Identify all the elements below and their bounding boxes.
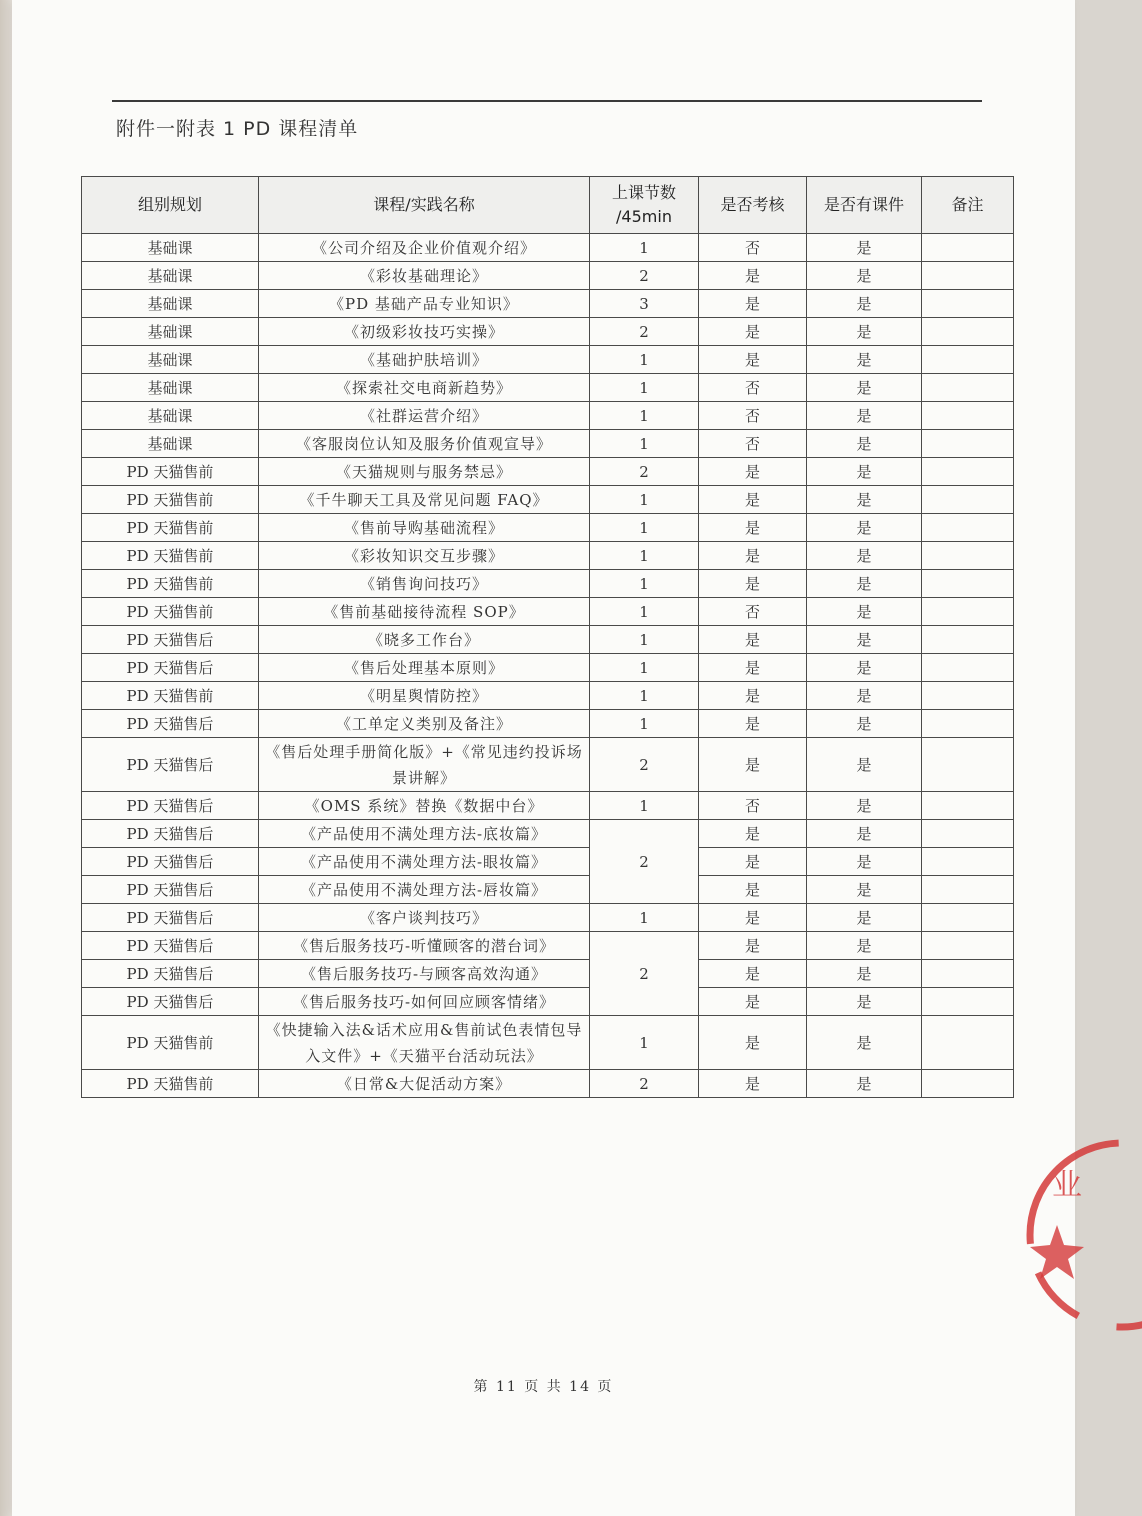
cell-assessed: 是 bbox=[699, 682, 807, 710]
table-row bbox=[82, 402, 1014, 430]
cell-courseware: 是 bbox=[807, 430, 922, 458]
cell-group: PD 天猫售后 bbox=[82, 960, 259, 988]
cell-note bbox=[922, 960, 1014, 988]
cell-sessions: 2 bbox=[590, 1070, 699, 1098]
cell-sessions: 2 bbox=[590, 738, 699, 792]
table-body bbox=[82, 234, 1014, 1098]
cell-courseware: 是 bbox=[807, 820, 922, 848]
cell-sessions: 1 bbox=[590, 654, 699, 682]
cell-assessed: 是 bbox=[699, 876, 807, 904]
cell-sessions: 1 bbox=[590, 626, 699, 654]
cell-assessed: 是 bbox=[699, 988, 807, 1016]
cell-assessed: 是 bbox=[699, 932, 807, 960]
cell-group: PD 天猫售后 bbox=[82, 988, 259, 1016]
cell-note bbox=[922, 654, 1014, 682]
cell-sessions: 1 bbox=[590, 374, 699, 402]
cell-assessed: 否 bbox=[699, 430, 807, 458]
cell-course-name: 《天猫规则与服务禁忌》 bbox=[259, 458, 590, 486]
header-sessions-line1: 上课节数 bbox=[611, 183, 676, 202]
cell-courseware: 是 bbox=[807, 458, 922, 486]
cell-group: 基础课 bbox=[82, 374, 259, 402]
header-rule bbox=[112, 100, 982, 102]
cell-courseware: 是 bbox=[807, 876, 922, 904]
cell-assessed: 否 bbox=[699, 402, 807, 430]
cell-sessions: 1 bbox=[590, 904, 699, 932]
cell-note bbox=[922, 346, 1014, 374]
cell-note bbox=[922, 848, 1014, 876]
cell-group: PD 天猫售后 bbox=[82, 710, 259, 738]
table-row bbox=[82, 262, 1014, 290]
cell-sessions: 1 bbox=[590, 234, 699, 262]
cell-sessions: 3 bbox=[590, 290, 699, 318]
cell-note bbox=[922, 682, 1014, 710]
cell-assessed: 否 bbox=[699, 374, 807, 402]
cell-assessed: 是 bbox=[699, 570, 807, 598]
cell-group: 基础课 bbox=[82, 290, 259, 318]
page-edge bbox=[0, 0, 12, 1516]
cell-group: PD 天猫售前 bbox=[82, 514, 259, 542]
cell-course-name: 《彩妆知识交互步骤》 bbox=[259, 542, 590, 570]
cell-assessed: 是 bbox=[699, 318, 807, 346]
cell-note bbox=[922, 374, 1014, 402]
cell-note bbox=[922, 792, 1014, 820]
header-sessions bbox=[590, 177, 699, 234]
table-row bbox=[82, 290, 1014, 318]
cell-sessions: 1 bbox=[590, 402, 699, 430]
cell-sessions: 2 bbox=[590, 932, 699, 1016]
table-row bbox=[82, 876, 1014, 904]
cell-group: PD 天猫售后 bbox=[82, 904, 259, 932]
cell-note bbox=[922, 626, 1014, 654]
cell-courseware: 是 bbox=[807, 738, 922, 792]
cell-note bbox=[922, 1070, 1014, 1098]
table-row bbox=[82, 430, 1014, 458]
cell-group: PD 天猫售前 bbox=[82, 682, 259, 710]
document-page bbox=[12, 0, 1082, 1516]
page-footer: 第 11 页 共 14 页 bbox=[473, 1379, 614, 1395]
cell-group: PD 天猫售后 bbox=[82, 848, 259, 876]
cell-assessed: 是 bbox=[699, 486, 807, 514]
table-row bbox=[82, 374, 1014, 402]
cell-group: PD 天猫售前 bbox=[82, 458, 259, 486]
cell-group: PD 天猫售后 bbox=[82, 738, 259, 792]
table-row bbox=[82, 988, 1014, 1016]
cell-assessed: 否 bbox=[699, 792, 807, 820]
cell-course-name: 《晓多工作台》 bbox=[259, 626, 590, 654]
cell-courseware: 是 bbox=[807, 374, 922, 402]
cell-courseware: 是 bbox=[807, 710, 922, 738]
table-row bbox=[82, 820, 1014, 848]
cell-assessed: 是 bbox=[699, 1016, 807, 1070]
cell-sessions: 1 bbox=[590, 570, 699, 598]
cell-sessions: 1 bbox=[590, 598, 699, 626]
cell-assessed: 是 bbox=[699, 458, 807, 486]
cell-course-name: 《工单定义类别及备注》 bbox=[259, 710, 590, 738]
cell-courseware: 是 bbox=[807, 932, 922, 960]
table-row bbox=[82, 932, 1014, 960]
header-group: 组别规划 bbox=[82, 177, 259, 234]
table-row bbox=[82, 738, 1014, 792]
cell-group: PD 天猫售前 bbox=[82, 542, 259, 570]
cell-assessed: 是 bbox=[699, 346, 807, 374]
cell-courseware: 是 bbox=[807, 262, 922, 290]
cell-courseware: 是 bbox=[807, 682, 922, 710]
header-note: 备注 bbox=[922, 177, 1014, 234]
seal-character: 业 bbox=[1052, 1168, 1082, 1203]
cell-courseware: 是 bbox=[807, 514, 922, 542]
cell-courseware: 是 bbox=[807, 318, 922, 346]
cell-note bbox=[922, 458, 1014, 486]
table-row bbox=[82, 710, 1014, 738]
cell-course-name: 《客服岗位认知及服务价值观宣导》 bbox=[259, 430, 590, 458]
cell-course-name: 《客户谈判技巧》 bbox=[259, 904, 590, 932]
table-row bbox=[82, 514, 1014, 542]
cell-sessions: 2 bbox=[590, 458, 699, 486]
cell-group: 基础课 bbox=[82, 262, 259, 290]
cell-course-name: 《彩妆基础理论》 bbox=[259, 262, 590, 290]
cell-course-name: 《OMS 系统》替换《数据中台》 bbox=[259, 792, 590, 820]
cell-course-name: 《售后处理手册简化版》+《常见违约投诉场景讲解》 bbox=[259, 738, 590, 792]
table-row bbox=[82, 1016, 1014, 1070]
cell-course-name: 《销售询问技巧》 bbox=[259, 570, 590, 598]
cell-note bbox=[922, 876, 1014, 904]
cell-note bbox=[922, 318, 1014, 346]
cell-group: PD 天猫售前 bbox=[82, 1016, 259, 1070]
cell-courseware: 是 bbox=[807, 290, 922, 318]
table-row bbox=[82, 458, 1014, 486]
cell-courseware: 是 bbox=[807, 486, 922, 514]
table-row bbox=[82, 318, 1014, 346]
cell-courseware: 是 bbox=[807, 904, 922, 932]
cell-note bbox=[922, 290, 1014, 318]
cell-sessions: 1 bbox=[590, 346, 699, 374]
header-courseware: 是否有课件 bbox=[807, 177, 922, 234]
cell-courseware: 是 bbox=[807, 626, 922, 654]
cell-assessed: 是 bbox=[699, 904, 807, 932]
table-row bbox=[82, 598, 1014, 626]
cell-note bbox=[922, 402, 1014, 430]
cell-group: PD 天猫售后 bbox=[82, 626, 259, 654]
course-table bbox=[81, 176, 1014, 1098]
cell-note bbox=[922, 988, 1014, 1016]
header-assessed: 是否考核 bbox=[699, 177, 807, 234]
header-course-name: 课程/实践名称 bbox=[259, 177, 590, 234]
seal-star bbox=[1030, 1225, 1084, 1279]
cell-course-name: 《基础护肤培训》 bbox=[259, 346, 590, 374]
cell-note bbox=[922, 598, 1014, 626]
table-row bbox=[82, 570, 1014, 598]
cell-sessions: 1 bbox=[590, 682, 699, 710]
cell-sessions: 2 bbox=[590, 820, 699, 904]
cell-assessed: 是 bbox=[699, 960, 807, 988]
cell-note bbox=[922, 932, 1014, 960]
cell-group: PD 天猫售后 bbox=[82, 876, 259, 904]
cell-sessions: 1 bbox=[590, 710, 699, 738]
cell-group: PD 天猫售后 bbox=[82, 654, 259, 682]
cell-course-name: 《售前基础接待流程 SOP》 bbox=[259, 598, 590, 626]
table-row bbox=[82, 960, 1014, 988]
cell-assessed: 否 bbox=[699, 598, 807, 626]
cell-group: PD 天猫售后 bbox=[82, 792, 259, 820]
cell-assessed: 是 bbox=[699, 514, 807, 542]
cell-assessed: 是 bbox=[699, 290, 807, 318]
cell-group: PD 天猫售后 bbox=[82, 932, 259, 960]
cell-course-name: 《日常&大促活动方案》 bbox=[259, 1070, 590, 1098]
cell-assessed: 否 bbox=[699, 234, 807, 262]
cell-group: 基础课 bbox=[82, 346, 259, 374]
cell-course-name: 《产品使用不满处理方法-眼妆篇》 bbox=[259, 848, 590, 876]
cell-note bbox=[922, 486, 1014, 514]
table-row bbox=[82, 626, 1014, 654]
cell-group: 基础课 bbox=[82, 318, 259, 346]
cell-assessed: 是 bbox=[699, 542, 807, 570]
table-row bbox=[82, 234, 1014, 262]
cell-course-name: 《千牛聊天工具及常见问题 FAQ》 bbox=[259, 486, 590, 514]
cell-courseware: 是 bbox=[807, 848, 922, 876]
cell-note bbox=[922, 262, 1014, 290]
table-row bbox=[82, 904, 1014, 932]
cell-course-name: 《产品使用不满处理方法-唇妆篇》 bbox=[259, 876, 590, 904]
cell-courseware: 是 bbox=[807, 346, 922, 374]
cell-assessed: 是 bbox=[699, 654, 807, 682]
cell-course-name: 《产品使用不满处理方法-底妆篇》 bbox=[259, 820, 590, 848]
cell-course-name: 《社群运营介绍》 bbox=[259, 402, 590, 430]
cell-note bbox=[922, 710, 1014, 738]
cell-assessed: 是 bbox=[699, 1070, 807, 1098]
cell-sessions: 1 bbox=[590, 514, 699, 542]
table-row bbox=[82, 682, 1014, 710]
cell-group: PD 天猫售后 bbox=[82, 820, 259, 848]
cell-note bbox=[922, 820, 1014, 848]
cell-group: PD 天猫售前 bbox=[82, 570, 259, 598]
cell-sessions: 1 bbox=[590, 486, 699, 514]
cell-group: PD 天猫售前 bbox=[82, 598, 259, 626]
cell-courseware: 是 bbox=[807, 542, 922, 570]
cell-group: 基础课 bbox=[82, 402, 259, 430]
cell-courseware: 是 bbox=[807, 654, 922, 682]
cell-note bbox=[922, 234, 1014, 262]
cell-course-name: 《PD 基础产品专业知识》 bbox=[259, 290, 590, 318]
cell-sessions: 1 bbox=[590, 430, 699, 458]
cell-note bbox=[922, 904, 1014, 932]
cell-note bbox=[922, 542, 1014, 570]
cell-sessions: 1 bbox=[590, 792, 699, 820]
cell-courseware: 是 bbox=[807, 570, 922, 598]
cell-course-name: 《快捷输入法&话术应用&售前试色表情包导入文件》+《天猫平台活动玩法》 bbox=[259, 1016, 590, 1070]
cell-assessed: 是 bbox=[699, 710, 807, 738]
cell-course-name: 《明星舆情防控》 bbox=[259, 682, 590, 710]
cell-courseware: 是 bbox=[807, 1070, 922, 1098]
table-header-row bbox=[82, 177, 1014, 234]
table-row bbox=[82, 654, 1014, 682]
cell-course-name: 《售后服务技巧-如何回应顾客情绪》 bbox=[259, 988, 590, 1016]
cell-assessed: 是 bbox=[699, 738, 807, 792]
cell-note bbox=[922, 738, 1014, 792]
cell-courseware: 是 bbox=[807, 598, 922, 626]
cell-assessed: 是 bbox=[699, 848, 807, 876]
seal-ring bbox=[1030, 1143, 1142, 1327]
cell-course-name: 《公司介绍及企业价值观介绍》 bbox=[259, 234, 590, 262]
table-row bbox=[82, 1070, 1014, 1098]
cell-course-name: 《探索社交电商新趋势》 bbox=[259, 374, 590, 402]
cell-group: PD 天猫售前 bbox=[82, 1070, 259, 1098]
cell-assessed: 是 bbox=[699, 262, 807, 290]
cell-note bbox=[922, 570, 1014, 598]
cell-course-name: 《初级彩妆技巧实操》 bbox=[259, 318, 590, 346]
table-row bbox=[82, 486, 1014, 514]
cell-courseware: 是 bbox=[807, 792, 922, 820]
cell-courseware: 是 bbox=[807, 402, 922, 430]
cell-course-name: 《售后服务技巧-听懂顾客的潜台词》 bbox=[259, 932, 590, 960]
cell-courseware: 是 bbox=[807, 1016, 922, 1070]
cell-note bbox=[922, 430, 1014, 458]
cell-sessions: 2 bbox=[590, 262, 699, 290]
cell-sessions: 1 bbox=[590, 1016, 699, 1070]
cell-course-name: 《售后服务技巧-与顾客高效沟通》 bbox=[259, 960, 590, 988]
cell-courseware: 是 bbox=[807, 234, 922, 262]
cell-assessed: 是 bbox=[699, 820, 807, 848]
cell-note bbox=[922, 1016, 1014, 1070]
cell-group: 基础课 bbox=[82, 430, 259, 458]
company-seal bbox=[1012, 1135, 1142, 1335]
document-title: 附件一附表 1 PD 课程清单 bbox=[116, 118, 359, 140]
table-row bbox=[82, 848, 1014, 876]
cell-sessions: 2 bbox=[590, 318, 699, 346]
cell-note bbox=[922, 514, 1014, 542]
table-row bbox=[82, 346, 1014, 374]
header-sessions-line2: /45min bbox=[616, 207, 672, 226]
cell-course-name: 《售前导购基础流程》 bbox=[259, 514, 590, 542]
table-row bbox=[82, 542, 1014, 570]
cell-course-name: 《售后处理基本原则》 bbox=[259, 654, 590, 682]
cell-courseware: 是 bbox=[807, 960, 922, 988]
cell-sessions: 1 bbox=[590, 542, 699, 570]
cell-assessed: 是 bbox=[699, 626, 807, 654]
cell-group: 基础课 bbox=[82, 234, 259, 262]
cell-courseware: 是 bbox=[807, 988, 922, 1016]
table-row bbox=[82, 792, 1014, 820]
cell-group: PD 天猫售前 bbox=[82, 486, 259, 514]
